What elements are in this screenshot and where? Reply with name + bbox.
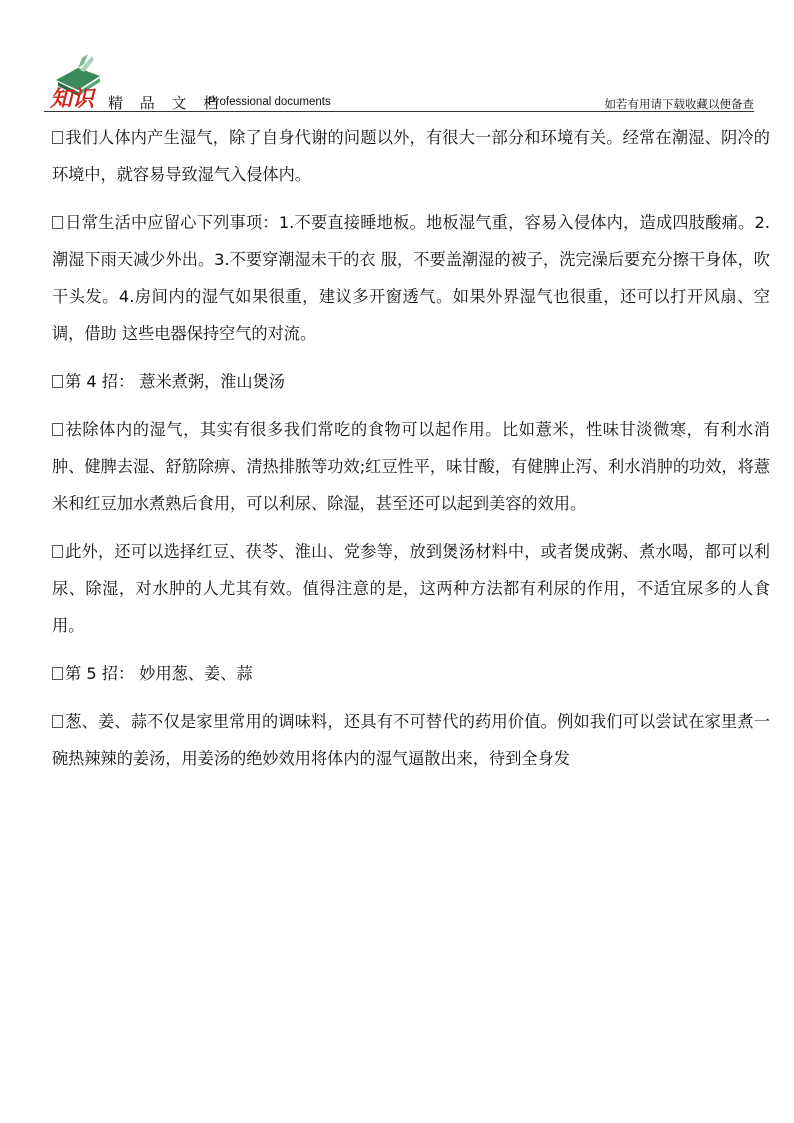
heading-text: 第 5 招： 妙用葱、姜、蒜 [65, 664, 253, 683]
header-divider [44, 111, 754, 112]
paragraph [52, 533, 770, 644]
header-download-note: 如若有用请下载收藏以便备查 [604, 97, 754, 111]
checkbox-glyph-icon [52, 545, 63, 558]
document-body [52, 119, 770, 788]
book-logo-icon [48, 50, 106, 108]
page-header [44, 50, 754, 112]
section-heading [52, 363, 770, 400]
paragraph-text: 日常生活中应留心下列事项：1.不要直接睡地板。地板湿气重，容易入侵体内，造成四肢酸痛。2.潮湿下雨天减少外出。3.不要穿潮湿未干的衣 服，不要盖潮湿的被子，洗完澡后要充分擦干身体，吹干头发。4.房间内的湿气如果很重，建议多开窗透气。如果外界湿气也很重，还可以打开风扇、空调，借助 这些电器保持空气的对流。 [52, 213, 770, 343]
paragraph [52, 119, 770, 193]
checkbox-glyph-icon [52, 375, 63, 388]
section-heading [52, 655, 770, 692]
checkbox-glyph-icon [52, 216, 63, 229]
checkbox-glyph-icon [52, 667, 63, 680]
paragraph [52, 411, 770, 522]
paragraph-text: 我们人体内产生湿气，除了自身代谢的问题以外，有很大一部分和环境有关。经常在潮湿、阴冷的环境中，就容易导致湿气入侵体内。 [52, 128, 770, 184]
svg-text:知识: 知识 [50, 86, 95, 108]
heading-text: 第 4 招： 薏米煮粥，淮山煲汤 [65, 372, 285, 391]
paragraph [52, 204, 770, 352]
header-subtitle: Professional documents [208, 96, 331, 108]
paragraph-text: 此外，还可以选择红豆、茯苓、淮山、党参等，放到煲汤材料中，或者煲成粥、煮水喝，都可以利尿、除湿，对水肿的人尤其有效。值得注意的是，这两种方法都有利尿的作用，不适宜尿多的人食用。 [52, 542, 770, 635]
paragraph [52, 703, 770, 777]
checkbox-glyph-icon [52, 423, 63, 436]
paragraph-text: 祛除体内的湿气，其实有很多我们常吃的食物可以起作用。比如薏米，性味甘淡微寒，有利水消肿、健脾去湿、舒筋除痹、清热排脓等功效;红豆性平，味甘酸，有健脾止泻、利水消肿的功效，将薏米和红豆加水煮熟后食用，可以利尿、除湿，甚至还可以起到美容的效用。 [52, 420, 770, 513]
header-title: 精 品 文 档 [108, 94, 225, 112]
paragraph-text: 葱、姜、蒜不仅是家里常用的调味料，还具有不可替代的药用价值。例如我们可以尝试在家里煮一碗热辣辣的姜汤，用姜汤的绝妙效用将体内的湿气逼散出来，待到全身发 [52, 712, 770, 768]
checkbox-glyph-icon [52, 715, 63, 728]
checkbox-glyph-icon [52, 131, 63, 144]
